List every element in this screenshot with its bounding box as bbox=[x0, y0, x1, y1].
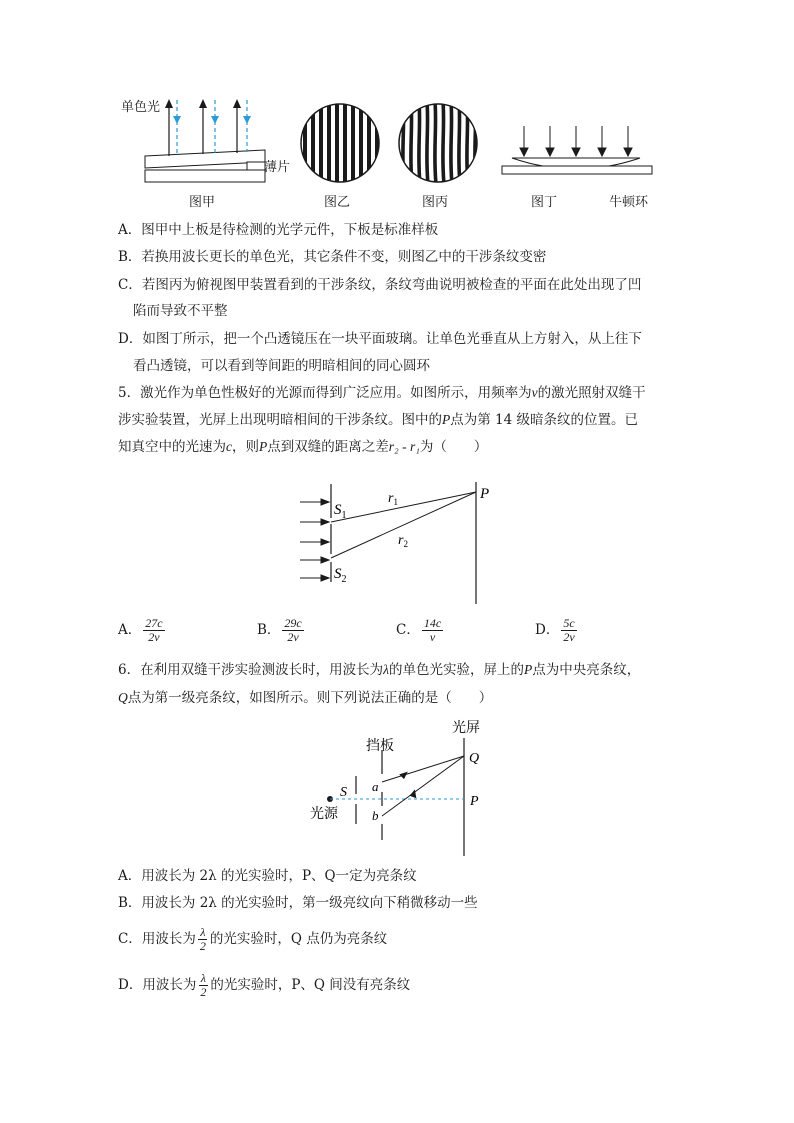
s2-label: $S_2$ bbox=[334, 566, 347, 585]
q5-double-slit-figure bbox=[296, 478, 506, 606]
s-label: S bbox=[340, 785, 347, 800]
nu-symbol: ν bbox=[531, 385, 538, 400]
q5-stem-line2: 涉实验装置，光屏上出现明暗相间的干涉条纹。图中的P点为第 14 级暗条纹的位置。已 bbox=[118, 412, 639, 428]
fig-bing-fringes bbox=[397, 102, 479, 184]
q6-stem-line1: 6．在利用双缝干涉实验测波长时，用波长为λ的单色光实验，屏上的P点为中央亮条纹， bbox=[118, 662, 641, 678]
a-label: a bbox=[372, 779, 379, 794]
fig-jia-diagram bbox=[143, 96, 293, 191]
q4-option-a: A．图甲中上板是待检测的光学元件，下板是标准样板 bbox=[118, 222, 439, 238]
p-label: P bbox=[480, 486, 490, 502]
fig-yi-fringes bbox=[299, 102, 381, 184]
path-difference: r₂ - r₁ bbox=[388, 439, 420, 454]
q5-option-c: C． $\frac{14c}{\nu}$ bbox=[396, 616, 442, 644]
q4-option-c-line1: C．若图丙为俯视图甲装置看到的干涉条纹，条纹弯曲说明被检查的平面在此处出现了凹 bbox=[118, 277, 642, 293]
fig-jia-caption: 图甲 bbox=[189, 195, 216, 210]
fig-ding-diagram bbox=[500, 122, 660, 182]
b-label: b bbox=[372, 808, 379, 823]
q4-option-d-line1: D．如图丁所示，把一个凸透镜压在一块平面玻璃。让单色光垂直从上方射入，从上往下 bbox=[118, 331, 642, 347]
fig-bing-caption: 图丙 bbox=[422, 195, 449, 210]
fig-ding-caption: 图丁 bbox=[531, 195, 558, 210]
q6-double-slit-figure bbox=[304, 716, 504, 858]
baffle-label: 挡板 bbox=[366, 739, 394, 754]
newton-ring-caption: 牛顿环 bbox=[609, 195, 649, 210]
film-label: 薄片 bbox=[264, 160, 291, 175]
q6-option-b: B．用波长为 2λ 的光实验时，第一级亮纹向下稍微移动一些 bbox=[118, 895, 478, 911]
r1-label: $r_1$ bbox=[388, 491, 398, 507]
fig-yi-caption: 图乙 bbox=[324, 195, 351, 210]
r2-label: $r_2$ bbox=[398, 533, 408, 549]
light-label: 单色光 bbox=[121, 100, 161, 115]
q4-option-b: B．若换用波长更长的单色光，其它条件不变，则图乙中的干涉条纹变密 bbox=[118, 249, 547, 265]
q6-option-d: D．用波长为 $\frac{\lambda}{2}$ 的光实验时，P、Q 间没有亮条纹 bbox=[118, 971, 411, 999]
q5-option-d: D． $\frac{5c}{2\nu}$ bbox=[535, 616, 575, 644]
q6-option-a: A．用波长为 2λ 的光实验时，P、Q一定为亮条纹 bbox=[118, 868, 417, 884]
q4-option-c-line2: 陷而导致不平整 bbox=[133, 303, 228, 319]
source-label: 光源 bbox=[310, 807, 338, 822]
screen-label: 光屏 bbox=[452, 721, 480, 736]
q6-stem-line2: Q点为第一级亮条纹，如图所示。则下列说法正确的是（ ） bbox=[118, 690, 493, 706]
figure-row-q4 bbox=[115, 92, 685, 212]
q4-option-d-line2: 看凸透镜，可以看到等间距的明暗相间的同心圆环 bbox=[133, 358, 430, 374]
q-label: Q bbox=[469, 751, 480, 766]
s1-label: $S_1$ bbox=[334, 502, 347, 521]
q5-stem-line3: 知真空中的光速为c，则P点到双缝的距离之差r₂ - r₁为（ ） bbox=[118, 439, 488, 455]
lambda-symbol: λ bbox=[383, 662, 389, 677]
q6-option-c: C．用波长为 $\frac{\lambda}{2}$ 的光实验时，Q 点仍为亮条纹 bbox=[118, 925, 388, 953]
q5-option-b: B． $\frac{29c}{2\nu}$ bbox=[257, 616, 302, 644]
p6-label: P bbox=[470, 794, 479, 809]
q5-option-a: A． $\frac{27c}{2\nu}$ bbox=[118, 616, 163, 644]
q5-stem-line1: 5．激光作为单色性极好的光源而得到广泛应用。如图所示，用频率为ν的激光照射双缝干 bbox=[118, 385, 646, 401]
